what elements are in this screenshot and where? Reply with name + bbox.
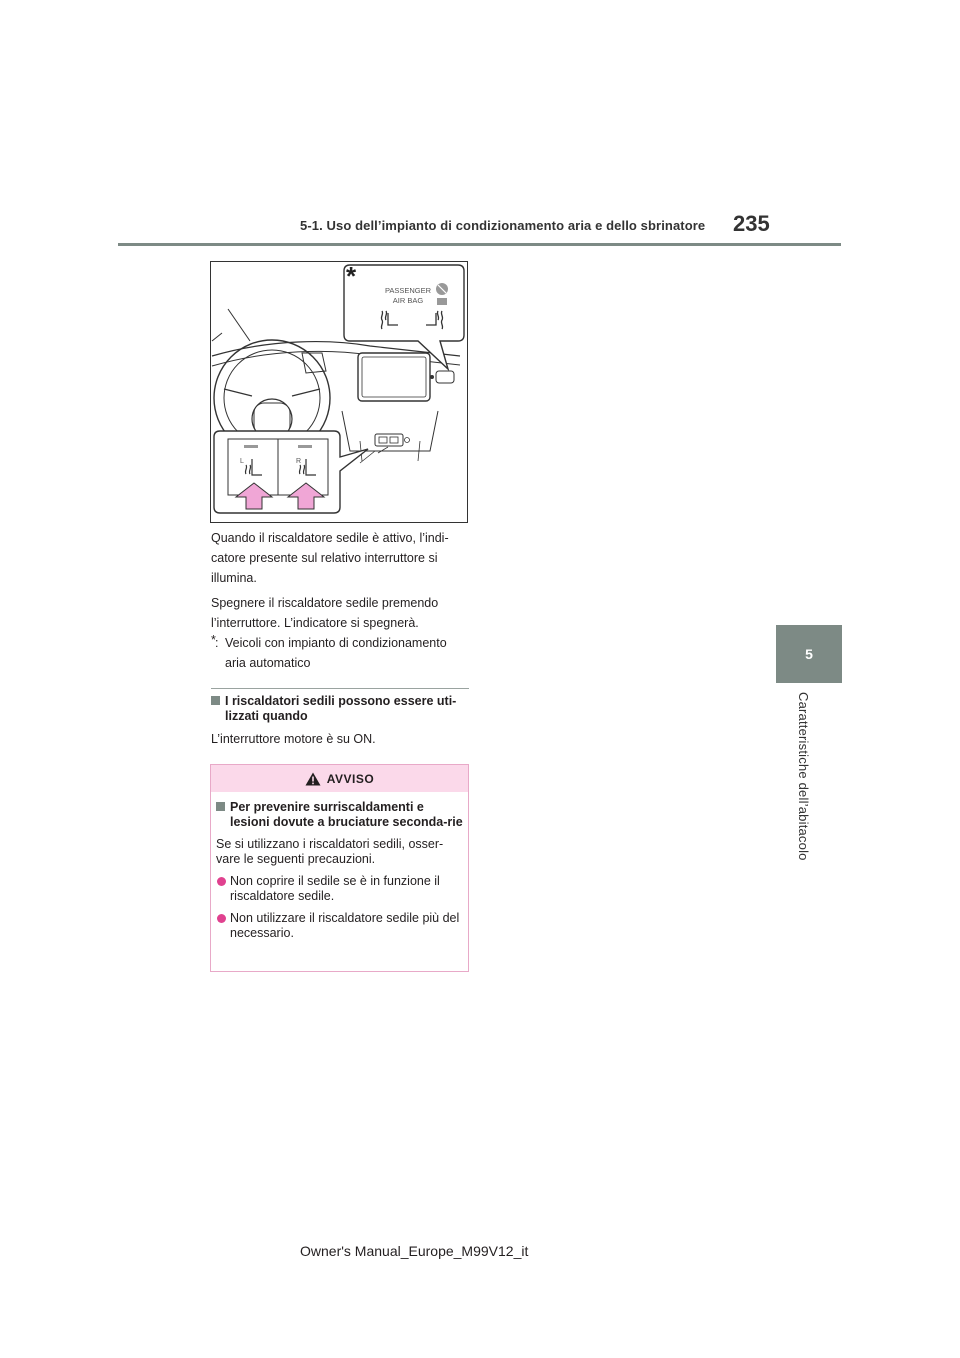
footnote-mark: * [211,633,216,647]
text-line: Spegnere il riscaldatore sedile premendo [211,596,439,610]
warning-header [211,765,468,792]
warning-item-title [216,800,463,830]
warning-bullet [216,911,463,941]
text-line: aria automatico [225,656,311,670]
warning-bullet [216,874,463,904]
footnote-colon: : [215,636,219,650]
chapter-tab [776,625,842,683]
chapter-number: 5 [805,646,813,662]
page-number: 235 [733,211,770,236]
warning-box [210,764,469,972]
section-rule [211,688,469,689]
text-line: l’interruttore. L’indicatore si spegnerà. [211,616,419,630]
warning-item-title-text: Per prevenire surriscaldamenti e lesioni dovute a bruciature seconda-rie [230,800,463,829]
chapter-label: Caratteristiche dell’abitacolo [796,692,811,861]
text-line: illumina. [211,571,257,585]
section-heading-text: I riscaldatori sedili possono essere uti-lizzati quando [225,694,457,723]
asterisk-mark: * [346,261,357,291]
passenger-label: PASSENGER [384,286,432,295]
section-title: 5-1. Uso dell’impianto di condizionamento aria e dello sbrinatore [300,218,706,233]
square-bullet-icon [216,802,225,811]
airbag-label: AIR BAG [392,296,424,305]
warning-label: AVVISO [326,771,375,786]
paragraph-indicator [211,528,469,588]
bullet-dot-icon [217,877,226,886]
square-bullet-icon [211,696,220,705]
text-line: Veicoli con impianto di condizionamento [225,636,447,650]
section-text: L’interruttore motore è su ON. [211,732,376,746]
text-line: catore presente sul relativo interruttore si [211,551,438,565]
seat-heater-illustration [210,261,468,523]
warning-intro: Se si utilizzano i riscaldatori sedili, osser-vare le seguenti precauzioni. [216,837,444,866]
warning-bullet-text: Non coprire il sedile se è in funzione il riscaldatore sedile. [230,874,440,903]
center-display [358,353,430,401]
footnote [211,633,469,673]
paragraph-off [211,593,469,633]
bullet-dot-icon [217,914,226,923]
right-switch-label: R [296,458,302,465]
section-heading [211,694,483,724]
left-switch-label: L [240,458,244,465]
footer-manual-id: Owner's Manual_Europe_M99V12_it [300,1243,529,1259]
warning-bullet-text: Non utilizzare il riscaldatore sedile più del necessario. [230,911,460,940]
warning-content [211,792,468,941]
text-line: Quando il riscaldatore sedile è attivo, l’indi- [211,531,449,545]
warning-triangle-icon [305,772,321,786]
header-rule [118,243,841,246]
